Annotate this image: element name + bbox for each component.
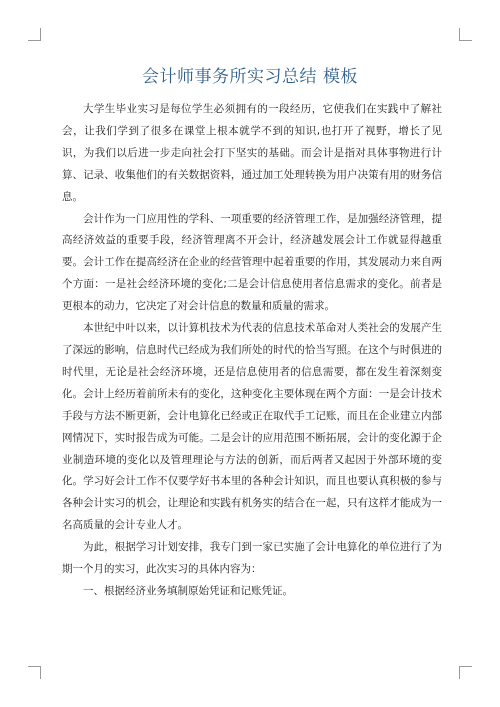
paragraph-intro: 大学生毕业实习是每位学生必须拥有的一段经历，它使我们在实践中了解社会，让我们学到了很多在课堂上根本就学不到的知识,也打开了视野，增长了见识，为我们以后进一步走向社会打下坚实的基础。而会计是指对具体事物进行计算、记录、收集他们的有关数据资料，通过加工处理转换为用户决策有用的财务信息。 [62,103,442,203]
corner-mark-bottom-left [28,666,41,679]
document-body [62,99,442,603]
paragraph-information-age: 本世纪中叶以来，以计算机技术为代表的信息技术革命对人类社会的发展产生了深远的影响，信息时代已经成为我们所处的时代的恰当写照。在这个与时俱进的时代里，无论是社会经济环境，还是信息使用者的信息需要，都在发生着深刻变化。会计上经历着前所未有的变化，这种变化主要体现在两个方面：一是会计技术手段与方法不断更新，会计电算化已经或正在取代手工记账，而且在企业建立内部网情况下，实时报告成为可能。二是会计的应用范围不断拓展，会计的变化源于企业制造环境的变化以及管理理论与方法的创新，而后两者又起因于外部环境的变化。学习好会计工作不仅要学好书本里的各种会计知识，而且也要认真积极的参与各种会计实习的机会，让理论和实践有机务实的结合在一起，只有这样才能成为一名高质量的会计专业人才。 [62,322,442,532]
paragraph-item-one: 一、根据经济业务填制原始凭证和记账凭证。 [83,584,293,597]
document-title: 会计师事务所实习总结 模板 [142,67,358,87]
paragraph-internship-plan: 为此，根据学习计划安排，我专门到一家已实施了会计电算化的单位进行了为期一个月的实习，此次实习的具体内容为： [62,541,442,576]
paragraph-accounting-role: 会计作为一门应用性的学科、一项重要的经济管理工作，是加强经济管理，提高经济效益的重要手段，经济管理离不开会计，经济越发展会计工作就显得越重要。会计工作在提高经济在企业的经营管理中起着重要的作用，其发展动力来自两个方面：一是社会经济环境的变化;二是会计信息使用者信息需求的变化。前者是更根本的动力，它决定了对会计信息的数量和质量的需求。 [62,212,442,313]
corner-mark-top-right [459,28,472,41]
corner-mark-bottom-right [459,666,472,679]
corner-mark-top-left [28,28,41,41]
